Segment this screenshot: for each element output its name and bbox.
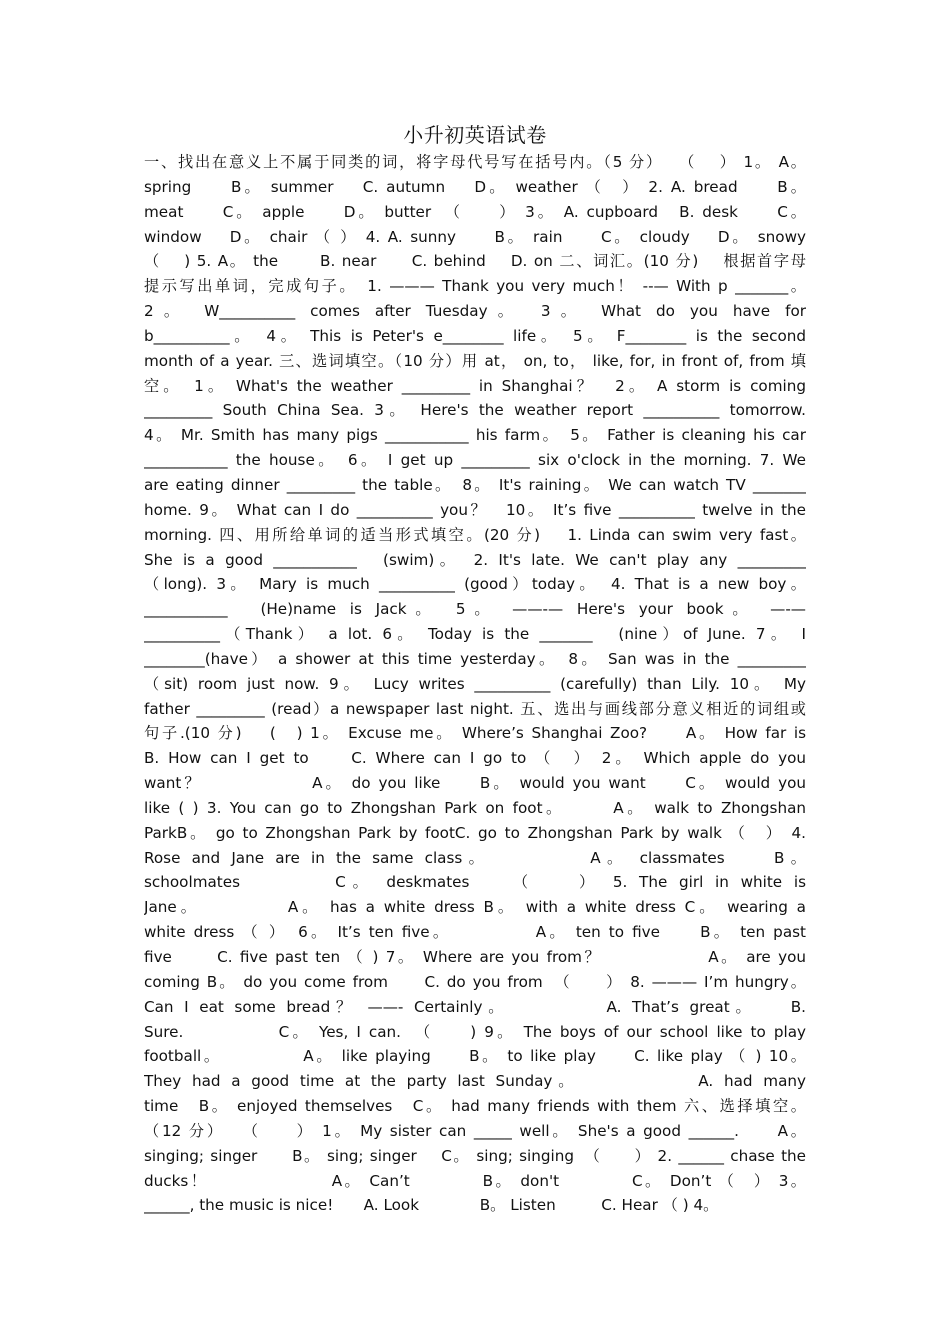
text-line: B. How can I get to C. Where can I go to （ ） 2。 Which apple do you bbox=[144, 749, 806, 768]
text-line: ___________ the house。 6。 I get up _________ six o'clock in the morning. 7. We bbox=[144, 451, 806, 470]
exam-page bbox=[144, 120, 806, 1218]
text-line: Can I eat some bread？ ——- Certainly。 A. That’s great。 B. bbox=[144, 997, 806, 1016]
text-line: ParkB。 go to Zhongshan Park by footC. go to Zhongshan Park by walk （ ） 4. bbox=[144, 823, 806, 842]
text-line: father _________ (read）a newspaper last night. 五、选出与画线部分意义相近的词组或 bbox=[144, 699, 806, 718]
text-line: 4。 Mr. Smith has many pigs ___________ his farm。 5。 Father is cleaning his car bbox=[144, 426, 806, 445]
text-line: ___________ (He)name is Jack。 5。 ——-— Here's your book。 —-— bbox=[144, 600, 806, 619]
text-line: football。 A。 like playing B。 to like play C. like play （ ) 10。 bbox=[144, 1047, 806, 1066]
text-line: 2。 W__________ comes after Tuesday。 3。 What do you have for bbox=[144, 302, 806, 321]
text-line: are eating dinner _________ the table。 8。 It's raining。 We can watch TV _______ bbox=[144, 475, 806, 494]
text-line: 句子.(10 分) ( ) 1。 Excuse me。 Where’s Shanghai Zoo? A。 How far is bbox=[144, 724, 806, 743]
text-line: Jane。 A。 has a white dress B。 with a white dress C。 wearing a bbox=[144, 898, 806, 917]
text-line: singing; singer B。 sing; singer C。 sing; singing （ ） 2. ______ chase the bbox=[144, 1146, 806, 1165]
text-line: （sit) room just now. 9。 Lucy writes __________ (carefully) than Lily. 10。 My bbox=[144, 674, 806, 693]
exam-body bbox=[144, 150, 806, 1218]
text-line: 空。 1。 What's the weather _________ in Shanghai？ 2。 A storm is coming bbox=[144, 376, 806, 395]
text-line: time B。 enjoyed themselves C。 had many friends with them 六、选择填空。 bbox=[144, 1097, 806, 1116]
text-line: like ( ) 3. You can go to Zhongshan Park on foot。 A。 walk to Zhongshan bbox=[144, 798, 806, 817]
text-line: （12 分） （ ） 1。 My sister can _____ well。 She's a good ______. A。 bbox=[144, 1121, 806, 1140]
page-title: 小升初英语试卷 bbox=[403, 123, 547, 147]
text-line: window D。 chair （ ） 4. A. sunny B。 rain C。 cloudy D。 snowy bbox=[144, 227, 806, 246]
text-line: schoolmates C。 deskmates （ ） 5. The girl in white is bbox=[144, 873, 806, 892]
text-line: meat C。 apple D。 butter （ ） 3。 A. cupboard B. desk C。 bbox=[144, 202, 806, 221]
text-line: （ ) 5. A。 the B. near C. behind D. on 二、词汇。(10 分) 根据首字母 bbox=[144, 252, 806, 271]
text-line: coming B。 do you come from C. do you from （ ） 8. ——— I’m hungry。 bbox=[144, 972, 806, 991]
text-line: She is a good ___________ (swim)。 2. It's late. We can't play any _________ bbox=[144, 550, 806, 569]
text-line: month of a year. 三、选词填空。（10 分）用 at， on, to， like, for, in front of, from 填 bbox=[144, 351, 806, 370]
text-line: 一、找出在意义上不属于同类的词，将字母代号写在括号内。（5 分） （ ） 1。 A。 bbox=[144, 153, 806, 171]
text-line: five C. five past ten （ ) 7。 Where are you from？ A。 are you bbox=[144, 948, 806, 966]
text-line: b__________。 4。 This is Peter's e________ life。 5。 F________ is the second bbox=[144, 326, 806, 345]
text-line: ducks！ A。 Can’t B。 don't C。 Don’t （ ） 3。 bbox=[144, 1171, 806, 1190]
text-line: 提示写出单词，完成句子。 1. ——— Thank you very much！ --— With p _______。 bbox=[144, 277, 806, 296]
text-line: Sure. C。 Yes, I can. （ ) 9。 The boys of our school like to play bbox=[144, 1022, 806, 1041]
text-line: __________（Thank） a lot. 6。 Today is the _______ (nine）of June. 7。 I bbox=[144, 625, 806, 644]
text-line: They had a good time at the party last Sunday。 A. had many bbox=[144, 1072, 806, 1091]
text-line: home. 9。 What can I do __________ you？ 10。 It’s five __________ twelve in the bbox=[144, 500, 806, 519]
text-line: ______, the music is nice! A. Look B。 Listen C. Hear （ ) 4。 bbox=[144, 1196, 719, 1215]
text-line: ________(have） a shower at this time yesterday。 8。 San was in the _________ bbox=[144, 649, 806, 668]
text-line: Rose and Jane are in the same class。 A。 classmates B。 bbox=[144, 848, 806, 867]
text-line: want？ A。 do you like B。 would you want C。 would you bbox=[144, 774, 806, 793]
text-line: （long). 3。 Mary is much __________ (good）today。 4. That is a new boy。 bbox=[144, 575, 806, 594]
text-line: _________ South China Sea. 3。 Here's the weather report __________ tomorrow. bbox=[144, 401, 806, 420]
text-line: morning. 四、用所给单词的适当形式填空。(20 分) 1. Linda can swim very fast。 bbox=[144, 525, 806, 544]
text-line: white dress （ ） 6。 It’s ten five。 A。 ten to five B。 ten past bbox=[144, 923, 806, 942]
text-line: spring B。 summer C. autumn D。 weather （ ） 2. A. bread B。 bbox=[144, 177, 806, 196]
